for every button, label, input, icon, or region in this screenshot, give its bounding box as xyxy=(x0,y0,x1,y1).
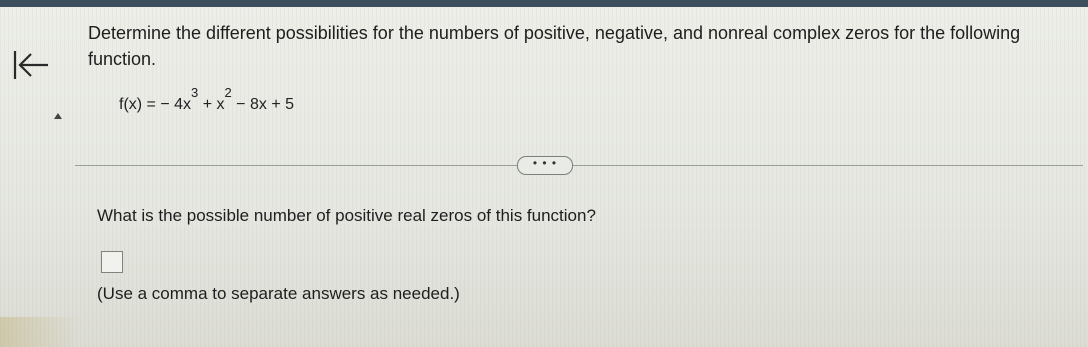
answer-hint: (Use a comma to separate answers as needed.) xyxy=(97,284,460,303)
photo-shadow xyxy=(0,317,80,347)
collapse-triangle-icon xyxy=(54,113,62,119)
expand-more-button[interactable]: • • • xyxy=(517,156,573,175)
exponent-2: 2 xyxy=(224,85,232,100)
function-mid: + x xyxy=(198,96,225,113)
function-rhs: − 8x + 5 xyxy=(231,96,294,113)
section-divider xyxy=(75,165,1083,166)
back-button[interactable] xyxy=(12,48,52,82)
sub-question-text: What is the possible number of positive real zeros of this function? xyxy=(97,206,596,225)
top-header-bar xyxy=(0,0,1088,7)
function-lhs: f(x) = − 4x xyxy=(119,96,192,113)
exponent-3: 3 xyxy=(191,85,199,100)
back-arrow-icon xyxy=(12,48,52,82)
answer-input[interactable] xyxy=(101,251,123,273)
question-prompt: Determine the different possibilities for the numbers of positive, negative, and nonreal complex zeros for the following function. xyxy=(88,23,1021,69)
function-expression xyxy=(119,85,294,114)
